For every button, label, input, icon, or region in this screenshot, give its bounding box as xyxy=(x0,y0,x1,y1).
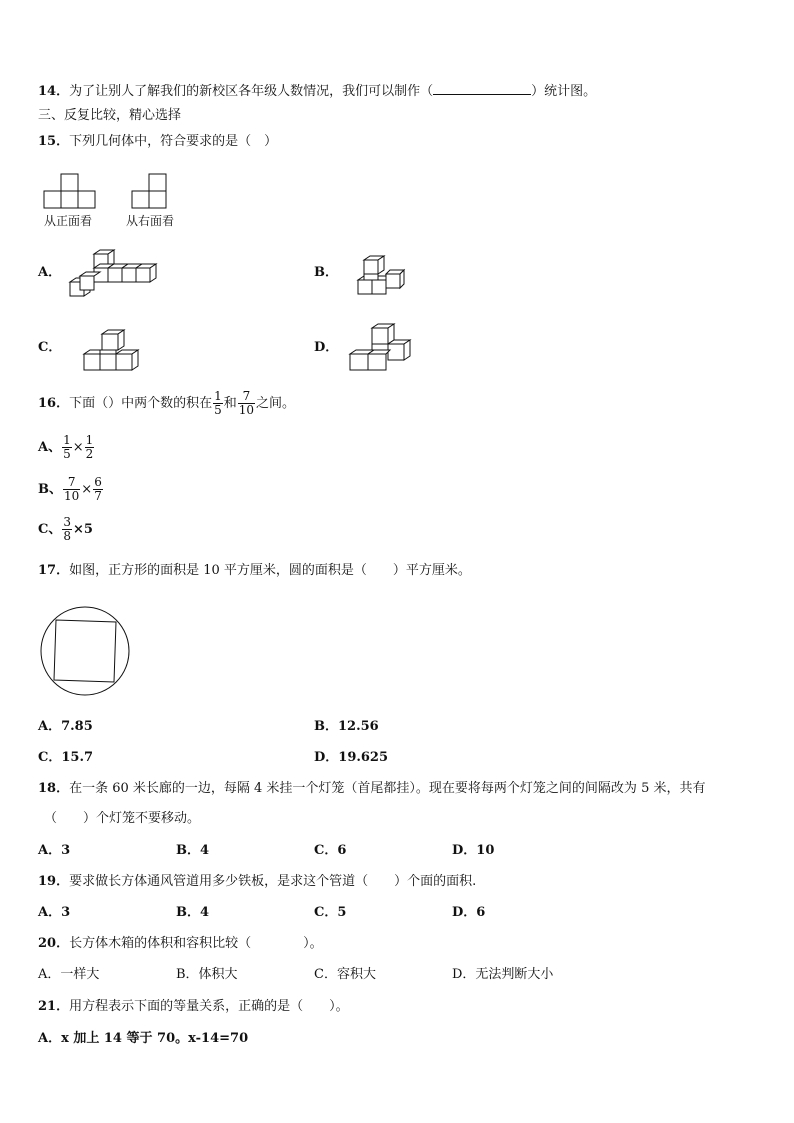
fraction xyxy=(62,434,72,461)
numerator: 7 xyxy=(63,476,80,490)
option-label: C、 xyxy=(38,522,62,537)
question-19 xyxy=(38,873,476,891)
front-view-figure xyxy=(44,173,104,211)
question-text: 为了让别人了解我们的新校区各年级人数情况，我们可以制作（ xyxy=(69,84,434,99)
fraction xyxy=(63,476,80,503)
q17-option-c[interactable]: C．15.7 xyxy=(38,750,94,765)
option-c-cubes-figure[interactable] xyxy=(80,328,144,374)
right-view-caption: 从右面看 xyxy=(126,214,175,228)
operator: × xyxy=(72,440,84,455)
q18-option-a[interactable]: A．3 xyxy=(38,843,71,858)
q19-option-a[interactable]: A．3 xyxy=(38,905,71,920)
q19-option-b[interactable]: B．4 xyxy=(176,905,210,920)
question-number: 15． xyxy=(38,134,70,149)
q20-option-a[interactable]: A．一样大 xyxy=(38,967,100,982)
option-b-cubes-figure[interactable] xyxy=(356,254,406,300)
question-text: 如图，正方形的面积是 10 平方厘米，圆的面积是（ ）平方厘米。 xyxy=(69,563,471,578)
option-label: B、 xyxy=(38,482,62,497)
question-text: 要求做长方体通风管道用多少铁板，是求这个管道（ ）个面的面积. xyxy=(69,874,477,889)
section-heading: 三、反复比较，精心选择 xyxy=(38,108,182,123)
option-label: A、 xyxy=(38,440,62,455)
question-14 xyxy=(38,82,596,101)
question-15 xyxy=(38,133,277,151)
fraction xyxy=(62,516,72,543)
q20-option-c[interactable]: C．容积大 xyxy=(314,967,376,982)
question-text: 下列几何体中，符合要求的是（ ） xyxy=(69,134,278,149)
question-number: 17． xyxy=(38,563,70,578)
question-number: 18． xyxy=(38,781,70,796)
numerator: 3 xyxy=(63,515,71,529)
option-d-label[interactable]: D． xyxy=(314,340,339,355)
question-18-continued: （ ）个灯笼不要移动。 xyxy=(44,811,201,826)
circle-square-figure xyxy=(40,606,132,698)
option-c-label[interactable]: C． xyxy=(38,340,62,355)
q18-option-d[interactable]: D．10 xyxy=(452,843,495,858)
option-b-label[interactable]: B． xyxy=(314,265,338,280)
fraction xyxy=(85,434,95,461)
q19-option-c[interactable]: C．5 xyxy=(314,905,347,920)
q21-option-a[interactable]: A．x 加上 14 等于 70。x-14=70 xyxy=(38,1031,249,1046)
q18-option-b[interactable]: B．4 xyxy=(176,843,210,858)
q16-option-c[interactable] xyxy=(38,516,93,543)
question-number: 16． xyxy=(38,396,70,411)
fraction-one-fifth xyxy=(213,390,223,417)
question-text-tail: 之间。 xyxy=(256,396,296,411)
fraction xyxy=(93,476,103,503)
question-17 xyxy=(38,562,471,580)
q18-option-c[interactable]: C．6 xyxy=(314,843,347,858)
question-text: 下面（）中两个数的积在 xyxy=(69,396,213,411)
q17-option-a[interactable]: A．7.85 xyxy=(38,719,93,734)
question-20 xyxy=(38,935,323,953)
q16-option-b[interactable] xyxy=(38,476,104,503)
fraction-seven-tenths xyxy=(238,390,255,417)
question-16 xyxy=(38,390,295,417)
denominator: 5 xyxy=(63,447,71,461)
denominator: 10 xyxy=(64,489,80,503)
question-text: 用方程表示下面的等量关系，正确的是（ ）。 xyxy=(69,999,349,1014)
question-18 xyxy=(38,780,705,798)
operator: × xyxy=(81,482,93,497)
denominator: 5 xyxy=(214,403,222,417)
q17-option-b[interactable]: B．12.56 xyxy=(314,719,379,734)
right-view-figure xyxy=(132,173,172,211)
question-text-tail: ）统计图。 xyxy=(531,84,597,99)
option-a-cubes-figure[interactable] xyxy=(68,250,158,302)
numerator: 1 xyxy=(85,433,94,447)
question-number: 20． xyxy=(38,936,70,951)
numerator: 1 xyxy=(63,433,71,447)
question-text: 在一条 60 米长廊的一边，每隔 4 米挂一个灯笼（首尾都挂）。现在要将每两个灯笼之间的间隔改为 5 米，共有 xyxy=(69,781,706,796)
numerator: 7 xyxy=(238,390,255,404)
multiplier-text: ×5 xyxy=(73,522,93,537)
denominator: 10 xyxy=(238,403,255,417)
question-21 xyxy=(38,998,349,1016)
front-view-caption: 从正面看 xyxy=(44,214,93,228)
question-text: 长方体木箱的体积和容积比较（ ）。 xyxy=(69,936,323,951)
option-d-cubes-figure[interactable] xyxy=(348,322,418,374)
denominator: 7 xyxy=(94,489,102,503)
question-number: 14． xyxy=(38,84,70,99)
connector-text: 和 xyxy=(223,396,237,411)
q16-option-a[interactable] xyxy=(38,434,95,461)
q20-option-d[interactable]: D．无法判断大小 xyxy=(452,967,554,982)
answer-blank[interactable] xyxy=(433,82,531,95)
denominator: 8 xyxy=(63,529,71,543)
question-number: 21． xyxy=(38,999,70,1014)
numerator: 6 xyxy=(94,475,102,489)
q19-option-d[interactable]: D．6 xyxy=(452,905,486,920)
denominator: 2 xyxy=(85,447,94,461)
option-a-label[interactable]: A． xyxy=(38,265,62,280)
numerator: 1 xyxy=(214,389,222,403)
question-number: 19． xyxy=(38,874,70,889)
q20-option-b[interactable]: B．体积大 xyxy=(176,967,238,982)
q17-option-d[interactable]: D．19.625 xyxy=(314,750,389,765)
